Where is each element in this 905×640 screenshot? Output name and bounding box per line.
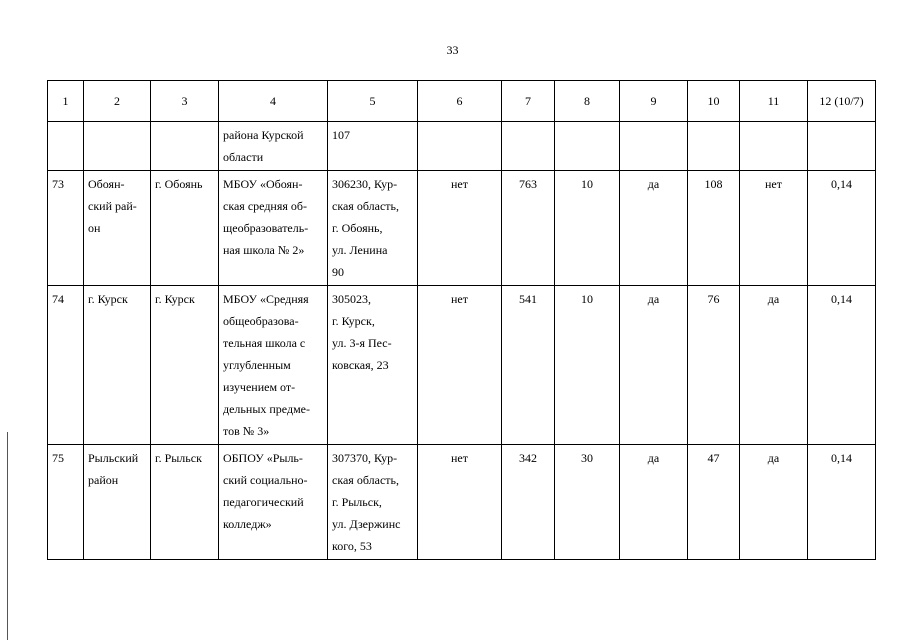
header-cell: 3	[151, 81, 219, 122]
cell-line: МБОУ «Средняя	[223, 292, 309, 306]
address-cell	[328, 286, 418, 445]
cell-line: ская область,	[332, 473, 399, 487]
header-cell: 1	[48, 81, 84, 122]
margin-line	[7, 432, 8, 640]
col10-cell	[688, 122, 740, 171]
cell-line: колледж»	[223, 517, 272, 531]
page-number: 33	[446, 43, 459, 57]
ratio-cell: 0,14	[808, 445, 876, 560]
settlement-cell: г. Рыльск	[151, 445, 219, 560]
col6-cell: нет	[418, 171, 502, 286]
col6-cell	[418, 122, 502, 171]
col8-cell: 30	[555, 445, 620, 560]
col7-cell: 763	[502, 171, 555, 286]
header-cell: 4	[219, 81, 328, 122]
table-row	[48, 171, 876, 286]
ratio-cell: 0,14	[808, 286, 876, 445]
header-cell: 8	[555, 81, 620, 122]
cell-line: ная школа № 2»	[223, 243, 305, 257]
data-table	[47, 80, 876, 560]
col7-cell: 541	[502, 286, 555, 445]
cell-line: 305023,	[332, 292, 371, 306]
district-cell	[84, 445, 151, 560]
col10-cell: 76	[688, 286, 740, 445]
cell-line: изучением от-	[223, 380, 296, 394]
cell-line: ул. 3-я Пес-	[332, 336, 392, 350]
cell-line: ул. Ленина	[332, 243, 388, 257]
cell-line: ский рай-	[88, 199, 137, 213]
cell-line: ский социально-	[223, 473, 308, 487]
cell-line: г. Обоянь,	[332, 221, 383, 235]
cell-line: тельная школа с	[223, 336, 306, 350]
cell-line: 306230, Кур-	[332, 177, 398, 191]
cell-line: 107	[332, 128, 350, 142]
col11-cell	[740, 122, 808, 171]
address-cell	[328, 171, 418, 286]
col11-cell: нет	[740, 171, 808, 286]
cell-line: области	[223, 150, 264, 164]
ratio-cell	[808, 122, 876, 171]
address-cell	[328, 122, 418, 171]
cell-line: он	[88, 221, 101, 235]
institution-cell	[219, 171, 328, 286]
cell-line: Обоян-	[88, 177, 125, 191]
cell-line: г. Рыльск,	[332, 495, 382, 509]
col7-cell: 342	[502, 445, 555, 560]
col7-cell	[502, 122, 555, 171]
cell-line: МБОУ «Обоян-	[223, 177, 303, 191]
cell-line: Рыльский	[88, 451, 139, 465]
table-row	[48, 122, 876, 171]
cell-line: ул. Дзержинс	[332, 517, 401, 531]
header-cell: 7	[502, 81, 555, 122]
cell-line: ОБПОУ «Рыль-	[223, 451, 303, 465]
district-cell	[84, 122, 151, 171]
cell-line: 307370, Кур-	[332, 451, 398, 465]
col8-cell	[555, 122, 620, 171]
cell-line: кого, 53	[332, 539, 372, 553]
cell-line: г. Курск,	[332, 314, 375, 328]
settlement-cell: г. Курск	[151, 286, 219, 445]
col9-cell: да	[620, 171, 688, 286]
header-cell: 5	[328, 81, 418, 122]
header-cell: 10	[688, 81, 740, 122]
col9-cell: да	[620, 286, 688, 445]
col8-cell: 10	[555, 286, 620, 445]
cell-line: 90	[332, 265, 344, 279]
institution-cell	[219, 445, 328, 560]
row-number-cell: 73	[48, 171, 84, 286]
row-number-cell: 74	[48, 286, 84, 445]
cell-line: ская область,	[332, 199, 399, 213]
cell-line: ская средняя об-	[223, 199, 307, 213]
col6-cell: нет	[418, 445, 502, 560]
cell-line: углубленным	[223, 358, 291, 372]
col6-cell: нет	[418, 286, 502, 445]
cell-line: г. Курск	[88, 292, 128, 306]
cell-line: район	[88, 473, 119, 487]
col10-cell: 47	[688, 445, 740, 560]
table-row	[48, 445, 876, 560]
col9-cell	[620, 122, 688, 171]
settlement-cell: г. Обоянь	[151, 171, 219, 286]
cell-line: общеобразова-	[223, 314, 299, 328]
header-cell: 12 (10/7)	[808, 81, 876, 122]
header-cell: 9	[620, 81, 688, 122]
col9-cell: да	[620, 445, 688, 560]
col11-cell: да	[740, 445, 808, 560]
row-number-cell	[48, 122, 84, 171]
institution-cell	[219, 286, 328, 445]
table-row	[48, 286, 876, 445]
header-cell: 2	[84, 81, 151, 122]
district-cell	[84, 171, 151, 286]
table-body	[48, 122, 876, 560]
col8-cell: 10	[555, 171, 620, 286]
col11-cell: да	[740, 286, 808, 445]
header-cell: 6	[418, 81, 502, 122]
cell-line: тов № 3»	[223, 424, 270, 438]
cell-line: ковская, 23	[332, 358, 389, 372]
header-row	[48, 81, 876, 122]
cell-line: района Курской	[223, 128, 304, 142]
institution-cell	[219, 122, 328, 171]
col10-cell: 108	[688, 171, 740, 286]
address-cell	[328, 445, 418, 560]
cell-line: педагогический	[223, 495, 304, 509]
cell-line: щеобразователь-	[223, 221, 309, 235]
header-cell: 11	[740, 81, 808, 122]
row-number-cell: 75	[48, 445, 84, 560]
ratio-cell: 0,14	[808, 171, 876, 286]
district-cell	[84, 286, 151, 445]
settlement-cell	[151, 122, 219, 171]
cell-line: дельных предме-	[223, 402, 310, 416]
